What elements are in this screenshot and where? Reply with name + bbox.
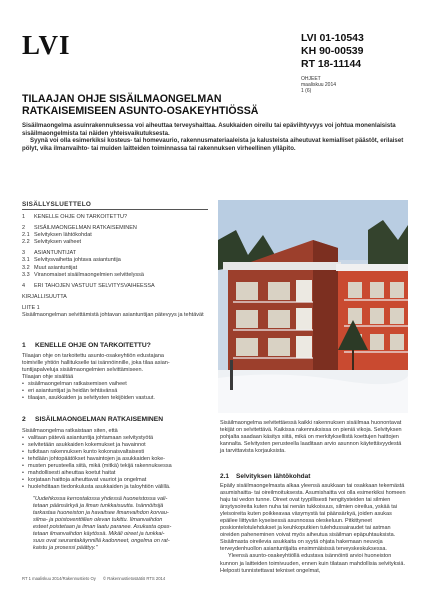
doc-type: OHJEET bbox=[301, 76, 321, 82]
section-2-bullet: • huolehditaan tiedonkulusta asukkaiden ja taloyhtiön välillä. bbox=[22, 484, 208, 491]
toc-kirjallisuutta: KIRJALLISUUTTA bbox=[22, 293, 67, 300]
lvi-logo: LVI bbox=[22, 30, 71, 60]
section-2-heading: 2 SISÄILMAONGELMAN RATKAISEMINEN bbox=[22, 416, 164, 423]
toc-item: 1 KENELLE OHJE ON TARKOITETTU? bbox=[22, 214, 128, 220]
code-rt: RT 18-11144 bbox=[301, 58, 362, 70]
toc-item: 2.2 Selvityksen vaiheet bbox=[22, 239, 82, 246]
section-2-bullet-cont: • musten perusteella siitä, mikä (mitkä) tekijä rakennuksessa bbox=[22, 463, 208, 470]
example-quote: "Uudehkossa kerrostalossa yhdessä huoneistossa vali- tetaan päänsärkyä ja ilman tunkkaisuutta. Isännöitsijä tarkastaa huoneiston ja havaitsee ilmanvaihdon korvau- silma- ja poistoventtiilien olevan tukittu. Ilmanvaihdon esteet poistetaan ja ilman laatu paranee. Asukasta opas- tetaan ilmanvaihdon käytössä. Mikäli oireet ja tunkkai- suus ovat seurantakäynnillä kadonneet, ongelma on rat- kaistu ja prosessi päättyy." bbox=[33, 496, 172, 552]
section-2-1-heading: 2.1 Selvityksen lähtökohdat bbox=[220, 473, 311, 480]
toc-item: 3.3 Viranomaiset sisäilmaongelmien selvittelyssä bbox=[22, 271, 144, 278]
title-line-2: RATKAISEMISEEN ASUNTO-OSAKEYHTIÖSSÄ bbox=[22, 105, 259, 117]
toc-item: 4 ERI TAHOJEN VASTUUT SELVITYSVAIHEESSA bbox=[22, 282, 155, 289]
title-line-1: TILAAJAN OHJE SISÄILMAONGELMAN bbox=[22, 93, 222, 105]
toc-item: 3.2 Muut asiantuntijat bbox=[22, 264, 78, 271]
toc-item: 3 ASIANTUNTIJAT bbox=[22, 250, 77, 257]
doc-date: maaliskuu 2014 bbox=[301, 82, 337, 89]
card-meta bbox=[301, 76, 336, 95]
section-1-bullet: • tilaajan, asukkaiden ja selvitysten tekijöiden vastuut. bbox=[22, 395, 208, 402]
code-kh: KH 90-00539 bbox=[301, 45, 364, 57]
section-2-bullet: • tehdään johtopäätökset havaintojen ja asukkaiden koke- bbox=[22, 456, 208, 463]
section-1-bullet: • sisäilmaongelman ratkaisemisen vaiheet bbox=[22, 381, 208, 388]
footer-right: © Rakennustietosäätiö RTS 2014 bbox=[103, 576, 166, 581]
card-codes bbox=[301, 32, 364, 71]
right-paragraph-2: Epäily sisäilmaongelmasta alkaa yleensä asukkaan tai osakkaan tekemästä asumishaitta- tai oireilmoituksesta. Asumishaitta voi olla esimerkiksi homeen haju tai vedon tunne. Oireet ovat tyypillisesti hengitysteiden tai silmien ärsytysoireita kuten nuha tai nenän tukkoisuus, silmien oireilua, yskää tai yleisoireita kuten poikkeavaa väsymystä tai päänsärkyä, joiden asukas epäilee liittyvän kyseisessä asunnossa oleskeluun. Pitkittyneet poskiontelotulehdukset ja keuhkoputkien tulehdussairaudet tai astman oireiden paheneminen voivat myös aiheutua sisäilman epäpuhtauksista. Sisäilmasta oireilevia asukkaita on syytä ohjata hakemaan neuvoja terveydenhuollon asiantuntijalta ensimmäisissä terveyskeskuksessa. Yleensä asunto-osakeyhtiöllä edustava isännöinti arvioi huoneiston kunnon ja laitteiden toimivuuden, ennen kuin tilataan mahdollisia selvityksiä. Helposti tunnistettavat tekniset ongelmat, bbox=[220, 483, 406, 574]
section-2-bullet: • selvitetään asukkaiden kokemukset ja havainnot bbox=[22, 442, 208, 449]
section-1-line: Tilaajan ohje on tarkoitettu asunto-osakeyhtiön edustajana bbox=[22, 353, 164, 359]
section-2-bullet: • korjataan haittoja aiheuttavat vauriot ja ongelmat bbox=[22, 477, 208, 484]
apartment-building-photo bbox=[218, 200, 408, 413]
right-paragraph-1: Sisäilmaongelma selvitettäessä kaikki rakennuksen sisäilmaa huonontavat tekijät on selvitettävä. Kaikissa rakennuksissa on pieniä vikoja. Selvityksen pohjalta saadaan käsitys siitä, mikä on merkityksellistä koettujen haittojen kannalta. Selvitysten perusteella laaditaan arvio asunnon käytettävyydestä ja tarvittavista korjauksista. bbox=[220, 420, 402, 455]
intro-paragraph-1: Sisäilmaongelma asuinrakennuksessa voi aiheuttaa terveyshaittaa. Asukkaiden oireilu tai epäviihtyvyys voi johtua monenlaisista sisäilmaongelmista tai näiden yhteisvaikutuksesta. bbox=[22, 122, 396, 137]
section-2-bullet-cont: • mahdollisesti aiheuttaa koetut haitat bbox=[22, 470, 208, 477]
table-of-contents bbox=[22, 214, 208, 319]
section-1-line: Tilaajan ohje sisältää bbox=[22, 374, 74, 381]
toc-item: 2 SISÄILMAONGELMAN RATKAISEMINEN bbox=[22, 225, 137, 232]
toc-liite-text: Sisäilmaongelman selvittämistä johtavan asiantuntijan pätevyys ja tehtävät bbox=[22, 312, 204, 319]
footer-left: RT 1 maaliskuu 2014/Rakennustieto Oy bbox=[22, 576, 96, 581]
toc-liite: LIITE 1 bbox=[22, 304, 40, 311]
page-title bbox=[22, 93, 352, 117]
section-1-body bbox=[22, 353, 208, 402]
toc-divider bbox=[22, 209, 208, 210]
section-1-heading: 1 KENELLE OHJE ON TARKOITETTU? bbox=[22, 342, 151, 349]
page-footer bbox=[22, 576, 171, 581]
section-2-lead: Sisäilmaongelma ratkaistaan siten, että bbox=[22, 428, 118, 434]
toc-item: 3.1 Selvitysvaihetta johtava asiantuntija bbox=[22, 257, 121, 264]
toc-heading: SISÄLLYSLUETTELO bbox=[22, 201, 92, 208]
toc-item: 2.1 Selvityksen lähtökohdat bbox=[22, 232, 92, 239]
section-2-body bbox=[22, 428, 208, 491]
page-count: 1 (6) bbox=[301, 88, 312, 95]
section-1-bullet: • eri asiantuntijat ja heidän tehtävänsä bbox=[22, 388, 208, 395]
section-1-line: toimiville yhtiön hallitukselle tai isännöinnille, joka tilaa asian- bbox=[22, 360, 170, 367]
section-2-bullet: • valitaan pätevä asiantuntija johtamaan selvitystyötä bbox=[22, 435, 208, 442]
section-1-line: tuntijapalveluja sisäilmaongelmien selvittämiseen. bbox=[22, 367, 144, 374]
intro bbox=[22, 122, 406, 152]
intro-paragraph-2: Syynä voi olla esimerkiksi kosteus- tai homevaurio, rakennusmateriaaleista ja kalusteista aiheutuvat kemialliset päästöt, erilaiset pölyt, vika ilmanvaihto- tai muiden laitteiden toiminnassa tai rakennuksen virheellinen ylläpito. bbox=[22, 137, 404, 152]
code-lvi: LVI 01-10543 bbox=[301, 32, 364, 44]
section-2-bullet: • tutkitaan rakennuksen kunto kokonaisvaltaisesti bbox=[22, 449, 208, 456]
